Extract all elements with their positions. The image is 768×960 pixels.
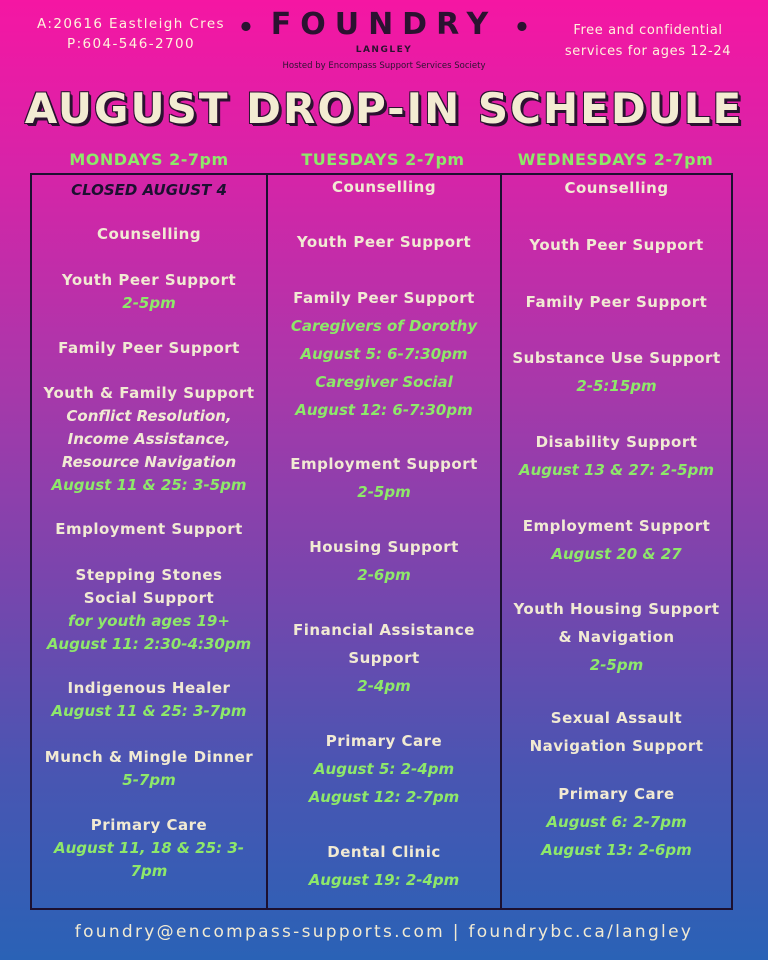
- service-detail: Conflict Resolution,: [66, 407, 232, 425]
- schedule-entry: [268, 176, 500, 199]
- service-detail: 2-5:15pm: [576, 377, 657, 395]
- schedule-entry: [32, 179, 266, 202]
- schedule-entry: [32, 746, 266, 792]
- schedule-grid: [30, 173, 733, 910]
- closed-notice: CLOSED AUGUST 4: [71, 181, 227, 199]
- service-detail: August 13 & 27: 2-5pm: [519, 461, 714, 479]
- service-name: Housing Support: [309, 538, 459, 556]
- service-detail: August 5: 2-4pm: [313, 760, 455, 778]
- service-name: Employment Support: [55, 520, 243, 538]
- column-tuesdays: [266, 175, 500, 908]
- service-name: Munch & Mingle Dinner: [44, 748, 254, 766]
- schedule-entry: [32, 677, 266, 723]
- service-detail: 5-7pm: [122, 771, 176, 789]
- logo-location: LANGLEY: [355, 44, 413, 55]
- service-detail: August 11: 2:30-4:30pm: [46, 635, 252, 653]
- schedule-entry: [268, 287, 500, 422]
- logo-dot-icon: ●: [240, 18, 252, 33]
- schedule-entry: [502, 431, 731, 482]
- service-name: Employment Support: [522, 517, 711, 535]
- service-name: Stepping Stones: [75, 566, 223, 584]
- schedule-entry: [32, 814, 266, 883]
- service-detail: August 11, 18 & 25: 3-: [54, 839, 244, 857]
- service-name: Support: [348, 649, 420, 667]
- service-detail: August 12: 2-7pm: [308, 788, 460, 806]
- schedule-entry: [268, 730, 500, 809]
- page-title: AUGUST DROP-IN SCHEDULE: [24, 84, 744, 133]
- phone: P:604-546-2700: [67, 36, 195, 52]
- service-name: Youth Peer Support: [61, 271, 237, 289]
- service-name: & Navigation: [558, 628, 675, 646]
- schedule-entry: [268, 453, 500, 504]
- schedule-entry: [502, 291, 731, 314]
- schedule-entry: [268, 231, 500, 254]
- service-name: Social Support: [83, 589, 215, 607]
- service-name: Navigation Support: [529, 737, 704, 755]
- heading-mondays: MONDAYS 2-7pm: [69, 150, 229, 169]
- service-name: Counselling: [96, 225, 202, 243]
- service-detail: Income Assistance,: [67, 430, 231, 448]
- service-name: Counselling: [564, 179, 669, 197]
- service-detail: Resource Navigation: [61, 453, 237, 471]
- service-name: Primary Care: [325, 732, 443, 750]
- schedule-entry: [32, 564, 266, 656]
- service-name: Youth & Family Support: [43, 384, 255, 402]
- schedule-entry: [32, 269, 266, 315]
- schedule-entry: [502, 347, 731, 398]
- service-name: Youth Peer Support: [296, 233, 472, 251]
- schedule-entry: [32, 223, 266, 246]
- service-detail: 2-5pm: [589, 656, 644, 674]
- service-detail: 2-6pm: [357, 566, 411, 584]
- tagline: [548, 20, 748, 62]
- schedule-entry: [502, 783, 731, 862]
- service-name: Youth Housing Support: [513, 600, 720, 618]
- hosted-by: Hosted by Encompass Support Services Society: [282, 60, 486, 71]
- schedule-entry: [268, 619, 500, 698]
- service-detail: August 5: 6-7:30pm: [300, 345, 468, 363]
- service-detail: August 13: 2-6pm: [541, 841, 692, 859]
- service-name: Youth Peer Support: [529, 236, 704, 254]
- service-detail: August 19: 2-4pm: [308, 871, 460, 889]
- service-name: Sexual Assault: [550, 709, 683, 727]
- heading-wednesdays: WEDNESDAYS 2-7pm: [517, 150, 714, 169]
- schedule-entry: [502, 177, 731, 200]
- service-name: Primary Care: [90, 816, 208, 834]
- schedule-entry: [502, 707, 731, 758]
- column-wednesdays: [500, 175, 731, 908]
- foundry-logo: [234, 8, 534, 71]
- schedule-entry: [502, 598, 731, 677]
- service-detail: August 20 & 27: [551, 545, 682, 563]
- service-detail: 2-5pm: [357, 483, 411, 501]
- service-name: Counselling: [331, 178, 437, 196]
- service-detail: 2-4pm: [357, 677, 411, 695]
- tagline-line-1: Free and confidential: [573, 23, 723, 38]
- column-mondays: [32, 175, 266, 908]
- logo-dot-icon: ●: [516, 18, 528, 33]
- heading-tuesdays: TUESDAYS 2-7pm: [301, 150, 465, 169]
- service-detail: August 12: 6-7:30pm: [295, 401, 473, 419]
- schedule-entry: [32, 337, 266, 360]
- service-detail: Caregiver Social: [315, 373, 453, 391]
- service-detail: 2-5pm: [122, 294, 176, 312]
- schedule-entry: [502, 234, 731, 257]
- service-name: Family Peer Support: [58, 339, 240, 357]
- service-name: Disability Support: [535, 433, 698, 451]
- service-name: Primary Care: [558, 785, 675, 803]
- service-name: Indigenous Healer: [67, 679, 231, 697]
- schedule-entry: [268, 841, 500, 892]
- service-name: Family Peer Support: [293, 289, 475, 307]
- schedule-entry: [268, 536, 500, 587]
- service-detail: Caregivers of Dorothy: [290, 317, 478, 335]
- service-detail: August 11 & 25: 3-5pm: [51, 476, 247, 494]
- service-name: Substance Use Support: [512, 349, 721, 367]
- contact-info: [26, 14, 236, 54]
- service-name: Employment Support: [290, 455, 478, 473]
- service-name: Financial Assistance: [293, 621, 475, 639]
- service-name: Dental Clinic: [327, 843, 441, 861]
- service-detail: 7pm: [130, 862, 168, 880]
- service-detail: August 11 & 25: 3-7pm: [51, 702, 247, 720]
- service-detail: August 6: 2-7pm: [546, 813, 687, 831]
- logo-word: FOUNDRY: [270, 7, 498, 42]
- service-detail: for youth ages 19+: [68, 612, 230, 630]
- service-name: Family Peer Support: [525, 293, 708, 311]
- tagline-line-2: services for ages 12-24: [564, 44, 732, 59]
- schedule-entry: [32, 518, 266, 541]
- schedule-entry: [32, 382, 266, 497]
- address: A:20616 Eastleigh Cres: [37, 16, 225, 32]
- schedule-entry: [502, 515, 731, 566]
- footer-contact: foundry@encompass-supports.com | foundrybc.ca/langley: [74, 922, 694, 942]
